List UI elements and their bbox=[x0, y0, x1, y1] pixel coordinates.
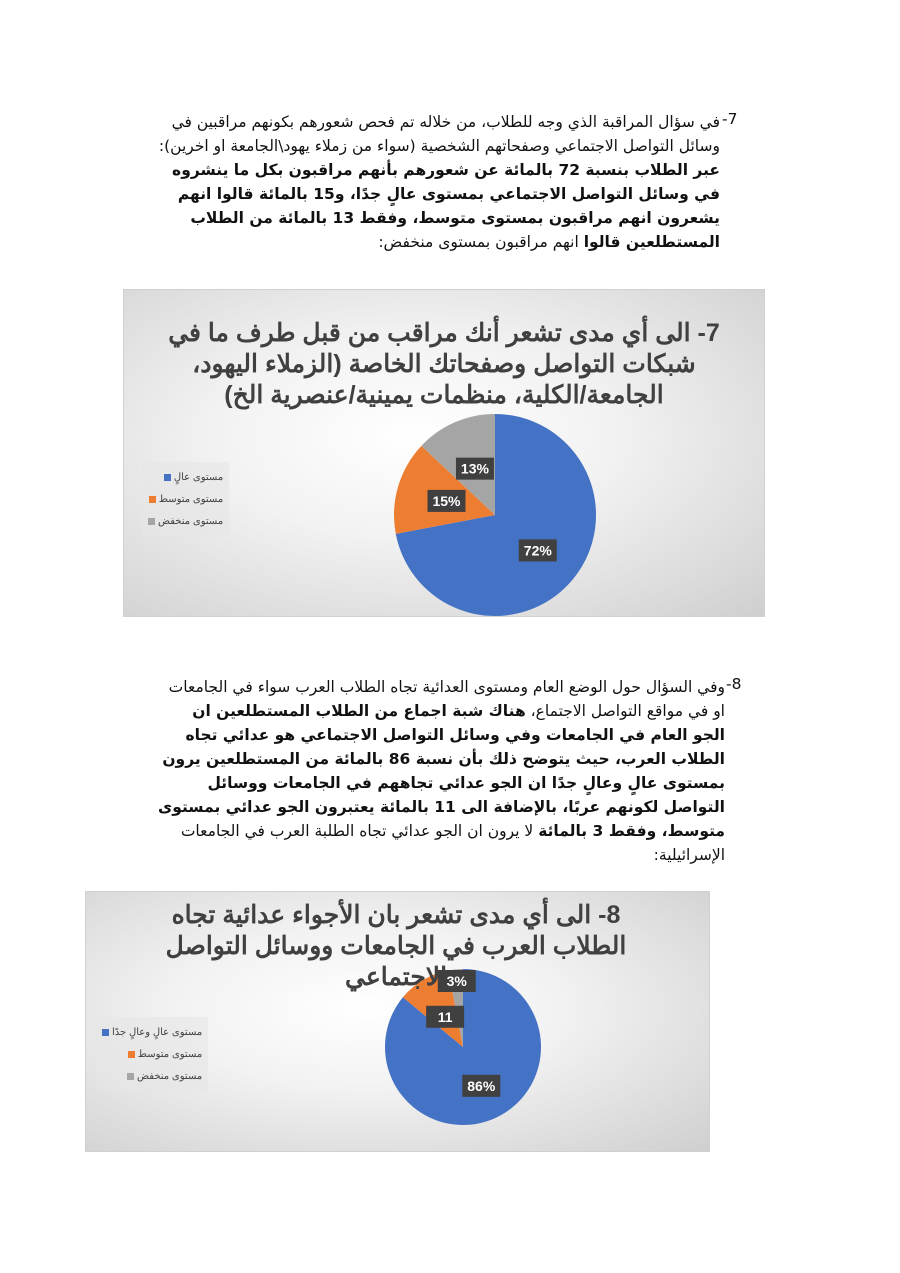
legend-swatch bbox=[128, 1051, 135, 1058]
chart-8 bbox=[85, 891, 710, 1152]
legend-label: مستوى عالٍ وعالٍ جدًا bbox=[112, 1026, 203, 1038]
item-number: -7 bbox=[722, 110, 738, 128]
legend-swatch bbox=[149, 496, 156, 503]
chart-title: 7- الى أي مدى تشعر أنك مراقب من قبل طرف ما في شبكات التواصل وصفحاتك الخاصة (الزملاء اليهود، الجامعة/الكلية، منظمات يمينية/عنصرية الخ) bbox=[168, 319, 720, 409]
paragraph-segment: انهم مراقبون بمستوى منخفض: bbox=[378, 233, 584, 251]
legend bbox=[142, 462, 229, 536]
legend-label: مستوى منخفض bbox=[158, 515, 224, 527]
legend-label: مستوى متوسط bbox=[137, 1048, 203, 1060]
data-label: 86% bbox=[467, 1077, 496, 1094]
paragraph-segment: وفي السؤال حول الوضع العام ومستوى العدائية تجاه الطلاب العرب سواء في الجامعات او في مواقع التواصل الاجتماع، bbox=[168, 678, 725, 720]
chart-title: 8- الى أي مدى تشعر بان الأجواء عدائية تجاه الطلاب العرب في الجامعات ووسائل التواصل الاجتماعي bbox=[165, 901, 627, 991]
legend-item bbox=[102, 1021, 202, 1043]
pie bbox=[390, 410, 600, 620]
paragraph-segment: في سؤال المراقبة الذي وجه للطلاب، من خلاله تم فحص شعورهم بكونهم مراقبين في وسائل التواصل الاجتماعي وصفحاتهم الشخصية (سواء من زملاء يهود\الجامعة او اخرين): bbox=[158, 113, 720, 155]
data-label: 15% bbox=[432, 492, 461, 509]
legend-item bbox=[148, 466, 223, 488]
data-label: 11 bbox=[437, 1008, 453, 1025]
paragraph-segment: هناك شبة اجماع من الطلاب المستطلعين ان الجو العام في الجامعات وفي وسائل التواصل الاجتماعي هو عدائي تجاه الطلاب العرب، حيث يتوضح ذلك بأن نسبة 86 بالمائة من المستطلعين يرون بمستوى عالٍ وعالٍ جدًا ان الجو عدائي تجاههم في الجامعات ووسائل التواصل لكونهم عربًا، بالإضافة الى 11 بالمائة يعتبرون الجو عدائي بمستوى متوسط، وفقط 3 بالمائة bbox=[158, 702, 725, 840]
legend-item bbox=[148, 510, 223, 532]
legend-swatch bbox=[148, 518, 155, 525]
data-label: 3% bbox=[446, 972, 467, 989]
paragraph-segment: عبر الطلاب بنسبة 72 بالمائة عن شعورهم بأنهم مراقبون بكل ما ينشروه في وسائل التواصل الاجتماعي بمستوى عالٍ جدًا، و15 بالمائة قالوا انهم يشعرون انهم مراقبون بمستوى متوسط، وفقط 13 بالمائة من الطلاب المستطلعين قالوا bbox=[172, 161, 720, 251]
chart-7 bbox=[123, 289, 765, 617]
legend-item bbox=[148, 488, 223, 510]
legend bbox=[96, 1017, 208, 1091]
legend-item bbox=[102, 1065, 202, 1087]
legend-swatch bbox=[164, 474, 171, 481]
section-7-paragraph bbox=[150, 110, 720, 254]
data-label: 13% bbox=[460, 460, 489, 477]
legend-label: مستوى عالٍ bbox=[173, 471, 224, 483]
legend-label: مستوى منخفض bbox=[137, 1070, 203, 1082]
item-number: -8 bbox=[726, 675, 742, 693]
legend-item bbox=[102, 1043, 202, 1065]
legend-swatch bbox=[127, 1073, 134, 1080]
data-label: 72% bbox=[523, 542, 552, 559]
legend-swatch bbox=[102, 1029, 109, 1036]
paragraph-segment: لا يرون ان الجو عدائي تجاه الطلبة العرب في الجامعات الإسرائيلية: bbox=[180, 822, 725, 864]
section-8-paragraph bbox=[155, 675, 725, 867]
legend-label: مستوى متوسط bbox=[158, 493, 224, 505]
